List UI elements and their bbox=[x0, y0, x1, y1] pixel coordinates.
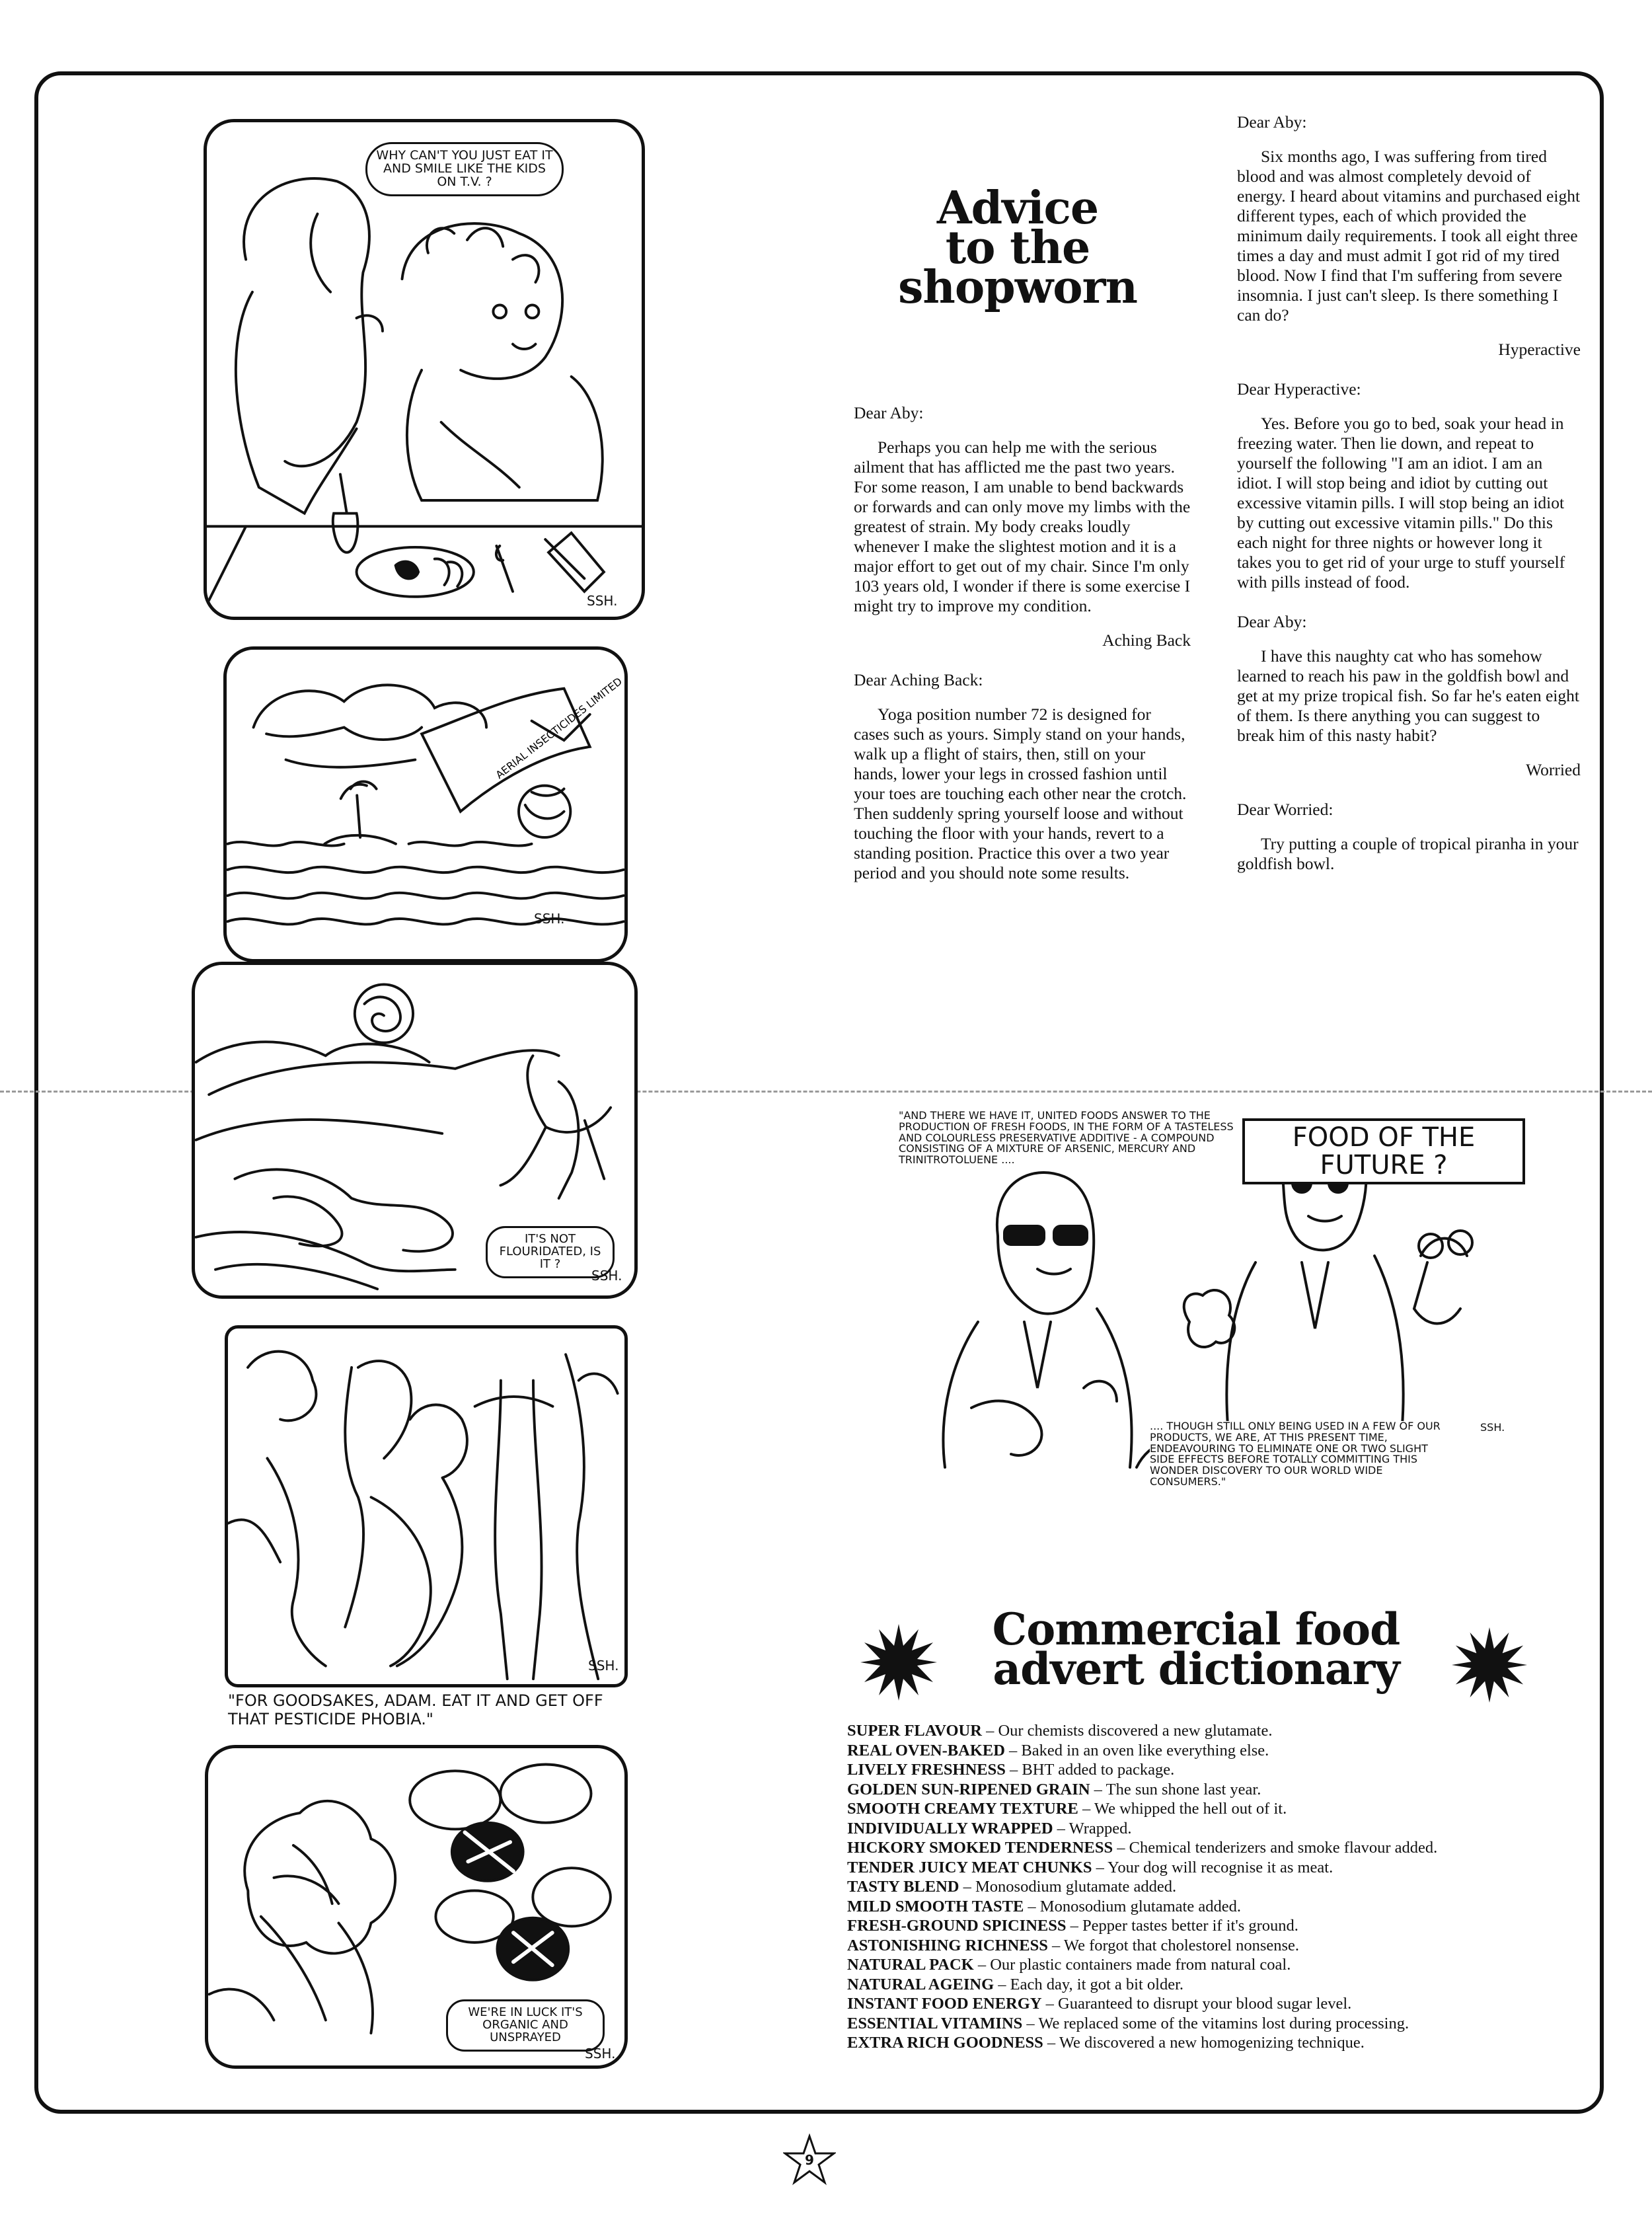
reply-body: Yes. Before you go to bed, soak your head in freezing water. Then lie down, and repeat to yourself the following "I am an idiot. I am an idiot. I will stop being and idiot by cutting out excessive vitamin pills. I will stop being an idiot by cutting out excessive vitamin pills." Do this each night for three nights or however long it takes you to get rid of your urge to stuff yourself with pills instead of food. bbox=[1237, 414, 1565, 592]
reply-salutation: Dear Hyperactive: bbox=[1237, 379, 1361, 399]
reply-salutation: Dear Worried: bbox=[1237, 800, 1333, 819]
cartoon-panel-adam-eve bbox=[225, 1325, 628, 1687]
cartoon-signature: SSH. bbox=[587, 593, 618, 609]
cartoon-panel-bees bbox=[205, 1745, 628, 2069]
dictionary-entry bbox=[847, 1721, 1561, 1741]
dictionary-definition: Guaranteed to disrupt your blood sugar level. bbox=[1058, 1995, 1352, 2013]
cartoon-drawing-aerial-spray bbox=[227, 650, 624, 959]
cartoon-panel-aerial-spray bbox=[223, 646, 628, 962]
advice-right-column bbox=[1237, 112, 1581, 874]
dictionary-dash: – bbox=[1010, 1761, 1018, 1779]
cartoon-signature: SSH. bbox=[534, 911, 565, 927]
dictionary-term: INDIVIDUALLY WRAPPED bbox=[847, 1819, 1053, 1837]
dictionary-dash: – bbox=[1070, 1917, 1078, 1935]
letter-signoff: Worried bbox=[1526, 760, 1581, 779]
advice-title-line: shopworn bbox=[898, 261, 1137, 314]
dictionary-entry bbox=[847, 1994, 1561, 2014]
dictionary-definition: We whipped the hell out of it. bbox=[1094, 1800, 1287, 1818]
page-number bbox=[783, 2134, 836, 2186]
dictionary-dash: – bbox=[977, 1956, 987, 1974]
dictionary-entry bbox=[847, 1916, 1561, 1936]
cartoon-caption-adam: "FOR GOODSAKES, ADAM. EAT IT AND GET OFF THAT PESTICIDE PHOBIA." bbox=[228, 1691, 603, 1728]
banner-text: AERIAL INSECTICIDES LIMITED bbox=[493, 674, 624, 781]
letter-salutation: Dear Aby: bbox=[1237, 612, 1307, 631]
cartoon-signature: SSH. bbox=[1480, 1421, 1505, 1434]
food-future-speech-1: "AND THERE WE HAVE IT, UNITED FOODS ANSWER TO THE PRODUCTION OF FRESH FOODS, IN THE FORM OF A TASTELESS AND COLOURLESS PRESERVATIVE ADDITIVE - A COMPOUND CONSISTING OF A MIXTURE OF ARSENIC, MERCURY AND TRINITROTOLUENE .... bbox=[899, 1109, 1234, 1167]
dictionary-term: ASTONISHING RICHNESS bbox=[847, 1936, 1048, 1954]
dictionary-term: FRESH-GROUND SPICINESS bbox=[847, 1917, 1067, 1935]
cartoon-panel-creation bbox=[192, 962, 638, 1299]
dictionary-definition: Pepper tastes better if it's ground. bbox=[1082, 1917, 1298, 1935]
dictionary-entry bbox=[847, 1799, 1561, 1819]
cartoon-signature: SSH. bbox=[591, 1268, 622, 1284]
dictionary-list bbox=[847, 1721, 1561, 2053]
dictionary-definition: Monosodium glutamate added. bbox=[1039, 1897, 1241, 1915]
dictionary-term: NATURAL AGEING bbox=[847, 1975, 995, 1993]
dictionary-term: REAL OVEN-BAKED bbox=[847, 1741, 1005, 1759]
dictionary-dash: – bbox=[1045, 1995, 1054, 2013]
dictionary-dash: – bbox=[1096, 1858, 1104, 1876]
dictionary-term: MILD SMOOTH TASTE bbox=[847, 1897, 1024, 1915]
dictionary-term: HICKORY SMOKED TENDERNESS bbox=[847, 1839, 1113, 1857]
dictionary-definition: Baked in an oven like everything else. bbox=[1021, 1741, 1269, 1759]
dictionary-term: GOLDEN SUN-RIPENED GRAIN bbox=[847, 1780, 1090, 1798]
letter-salutation: Dear Aby: bbox=[1237, 112, 1307, 132]
dictionary-entry bbox=[847, 1858, 1561, 1878]
dictionary-entry bbox=[847, 1897, 1561, 1917]
dictionary-definition: Wrapped. bbox=[1069, 1819, 1132, 1837]
advice-title-line: to the bbox=[945, 221, 1090, 274]
reply-body: Yoga position number 72 is designed for cases such as yours. Simply stand on your hands, walk up a flight of stairs, then, still on your hands, lower your legs in crossed fashion until your toes are touching each other near the crotch. Then suddenly spring yourself loose and without touching the floor with your hands, revert to a standing position. Practice this over a two year period and you should note some results. bbox=[854, 705, 1187, 882]
letter-signoff: Hyperactive bbox=[1498, 340, 1581, 359]
dictionary-entry bbox=[847, 1975, 1561, 1995]
starburst-icon bbox=[859, 1623, 938, 1702]
dictionary-title bbox=[952, 1603, 1441, 1695]
speech-balloon-dinner: WHY CAN'T YOU JUST EAT IT AND SMILE LIKE THE KIDS ON T.V. ? bbox=[365, 142, 564, 196]
dictionary-definition: Our plastic containers made from natural coal. bbox=[990, 1956, 1291, 1974]
letter-signoff: Aching Back bbox=[1102, 631, 1191, 650]
dictionary-term: NATURAL PACK bbox=[847, 1956, 974, 1974]
food-future-cartoon bbox=[899, 1110, 1533, 1520]
dictionary-definition: Each day, it got a bit older. bbox=[1010, 1975, 1184, 1993]
dictionary-dash: – bbox=[1117, 1839, 1125, 1857]
food-future-speech-2: .... THOUGH STILL ONLY BEING USED IN A FEW OF OUR PRODUCTS, WE ARE, AT THIS PRESENT TIME, ENDEAVOURING TO ELIMINATE ONE OR TWO SLIGHT SIDE EFFECTS BEFORE TOTALLY COMMITTING THIS WONDER DISCOVERY TO OUR WORLD WIDE CONSUMERS." bbox=[1150, 1421, 1454, 1488]
dictionary-term: ESSENTIAL VITAMINS bbox=[847, 2014, 1023, 2032]
dictionary-term: TENDER JUICY MEAT CHUNKS bbox=[847, 1858, 1092, 1876]
letter-body: Perhaps you can help me with the serious ailment that has afflicted me the past two years. For some reason, I am unable to bend backwards or forwards and can only move my limbs with the greatest of strain. My body creaks loudly whenever I make the slightest motion and it is a major effort to get out of my chair. Since I'm only 103 years old, I wonder if there is some exercise I might try to improve my condition. bbox=[854, 438, 1191, 615]
dictionary-definition: Chemical tenderizers and smoke flavour added. bbox=[1129, 1839, 1438, 1857]
dictionary-entry bbox=[847, 1760, 1561, 1780]
starburst-icon bbox=[1450, 1626, 1528, 1704]
cartoon-panel-dinner bbox=[204, 119, 645, 620]
dictionary-definition: Your dog will recognise it as meat. bbox=[1108, 1858, 1333, 1876]
dictionary-dash: – bbox=[1047, 2034, 1056, 2052]
dictionary-dash: – bbox=[1094, 1780, 1102, 1798]
speech-balloon-fluoride: IT'S NOT FLOURIDATED, IS IT ? bbox=[486, 1226, 615, 1278]
cartoon-signature: SSH. bbox=[585, 2046, 616, 2062]
dictionary-definition: BHT added to package. bbox=[1022, 1761, 1175, 1779]
cartoon-drawing-adam-eve bbox=[228, 1329, 624, 1684]
dictionary-dash: – bbox=[1082, 1800, 1091, 1818]
dictionary-term: SMOOTH CREAMY TEXTURE bbox=[847, 1800, 1078, 1818]
letter-salutation: Dear Aby: bbox=[854, 403, 924, 422]
dictionary-term: EXTRA RICH GOODNESS bbox=[847, 2034, 1043, 2052]
dictionary-definition: We replaced some of the vitamins lost during processing. bbox=[1038, 2014, 1409, 2032]
dictionary-term: SUPER FLAVOUR bbox=[847, 1722, 982, 1740]
dictionary-entry bbox=[847, 1838, 1561, 1858]
dictionary-title-line: Commercial food bbox=[992, 1603, 1400, 1655]
letter-body: Six months ago, I was suffering from tired blood and was almost completely devoid of energy. I heard about vitamins and purchased eight different types, each of which provided the minimum daily requirements. I took all eight three times a day and must admit I got rid of my tired blood. Now I find that I'm suffering from severe insomnia. I just can't sleep. Is there something I can do? bbox=[1237, 147, 1581, 325]
page-number-text: 9 bbox=[805, 2152, 814, 2168]
dictionary-dash: – bbox=[1057, 1819, 1065, 1837]
dictionary-definition: Our chemists discovered a new glutamate. bbox=[998, 1722, 1273, 1740]
advice-title bbox=[872, 182, 1163, 314]
dictionary-entry bbox=[847, 1780, 1561, 1800]
letter-body: I have this naughty cat who has somehow learned to reach his paw in the goldfish bowl and get at my prize tropical fish. So far he's eaten eight of them. Is there anything you can suggest to break him of this nasty habit? bbox=[1237, 646, 1579, 745]
reply-salutation: Dear Aching Back: bbox=[854, 670, 983, 689]
dictionary-entry bbox=[847, 1741, 1561, 1761]
dictionary-entry bbox=[847, 1819, 1561, 1839]
dictionary-entry bbox=[847, 1955, 1561, 1975]
dictionary-definition: The sun shone last year. bbox=[1106, 1780, 1261, 1798]
speech-balloon-bees: WE'RE IN LUCK IT'S ORGANIC AND UNSPRAYED bbox=[446, 1999, 605, 2052]
dictionary-term: LIVELY FRESHNESS bbox=[847, 1761, 1006, 1779]
reply-body: Try putting a couple of tropical piranha in your goldfish bowl. bbox=[1237, 834, 1579, 873]
dictionary-dash: – bbox=[963, 1878, 971, 1896]
dictionary-definition: We discovered a new homogenizing technique. bbox=[1059, 2034, 1365, 2052]
advice-left-column bbox=[854, 403, 1191, 883]
dictionary-entry bbox=[847, 1877, 1561, 1897]
dictionary-dash: – bbox=[1009, 1741, 1018, 1759]
advice-title-line: Advice bbox=[936, 182, 1099, 235]
dictionary-definition: We forgot that cholestorel nonsense. bbox=[1063, 1936, 1300, 1954]
dictionary-title-line: advert dictionary bbox=[993, 1643, 1400, 1695]
dictionary-definition: Monosodium glutamate added. bbox=[975, 1878, 1177, 1896]
dictionary-dash: – bbox=[1026, 2014, 1035, 2032]
cartoon-drawing-dinner bbox=[207, 122, 642, 617]
dictionary-dash: – bbox=[1028, 1897, 1036, 1915]
dictionary-dash: – bbox=[998, 1975, 1006, 1993]
cartoon-signature: SSH. bbox=[588, 1658, 619, 1674]
dictionary-term: INSTANT FOOD ENERGY bbox=[847, 1995, 1042, 2013]
dictionary-dash: – bbox=[986, 1722, 995, 1740]
dictionary-entry bbox=[847, 1936, 1561, 1956]
dictionary-term: TASTY BLEND bbox=[847, 1878, 959, 1896]
dictionary-entry bbox=[847, 2014, 1561, 2034]
dictionary-dash: – bbox=[1051, 1936, 1061, 1954]
dictionary-entry bbox=[847, 2033, 1561, 2053]
food-future-title: FOOD OF THE FUTURE ? bbox=[1242, 1118, 1525, 1184]
